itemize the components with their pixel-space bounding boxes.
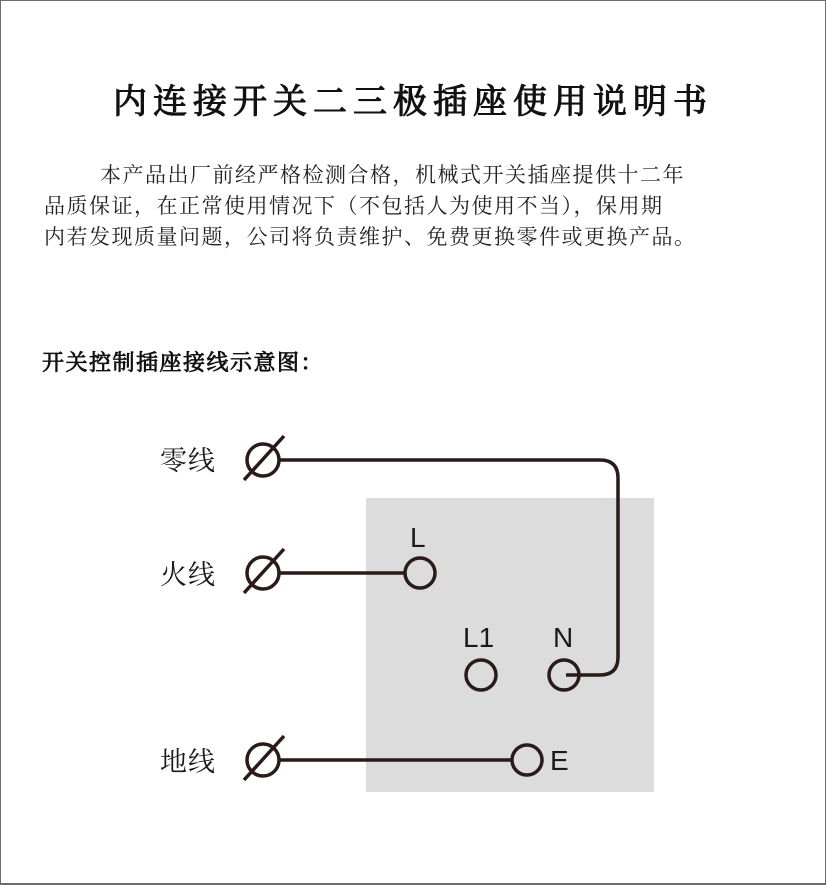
- neutral-wire-label: 零线: [160, 446, 216, 477]
- section-title: 开关控制插座接线示意图：: [42, 351, 325, 376]
- terminal-l1-label: L1: [463, 622, 495, 653]
- live-wire-label: 火线: [160, 560, 216, 591]
- paragraph-line: 本产品出厂前经严格检测合格，机械式开关插座提供十二年: [100, 163, 685, 187]
- paragraph-line: 品质保证，在正常使用情况下（不包括人为使用不当），保用期: [44, 194, 664, 218]
- ground-input-symbol: [244, 736, 284, 780]
- page-title: 内连接开关二三极插座使用说明书: [113, 82, 713, 122]
- terminal-l-label: L: [410, 522, 426, 553]
- live-input-symbol: [244, 549, 284, 593]
- terminal-n-label: N: [553, 622, 574, 653]
- terminal-e-label: E: [550, 745, 569, 776]
- paragraph-line: 内若发现质量问题，公司将负责维护、免费更换零件或更换产品。: [44, 225, 697, 249]
- neutral-input-symbol: [244, 436, 284, 480]
- ground-wire-label: 地线: [160, 747, 216, 778]
